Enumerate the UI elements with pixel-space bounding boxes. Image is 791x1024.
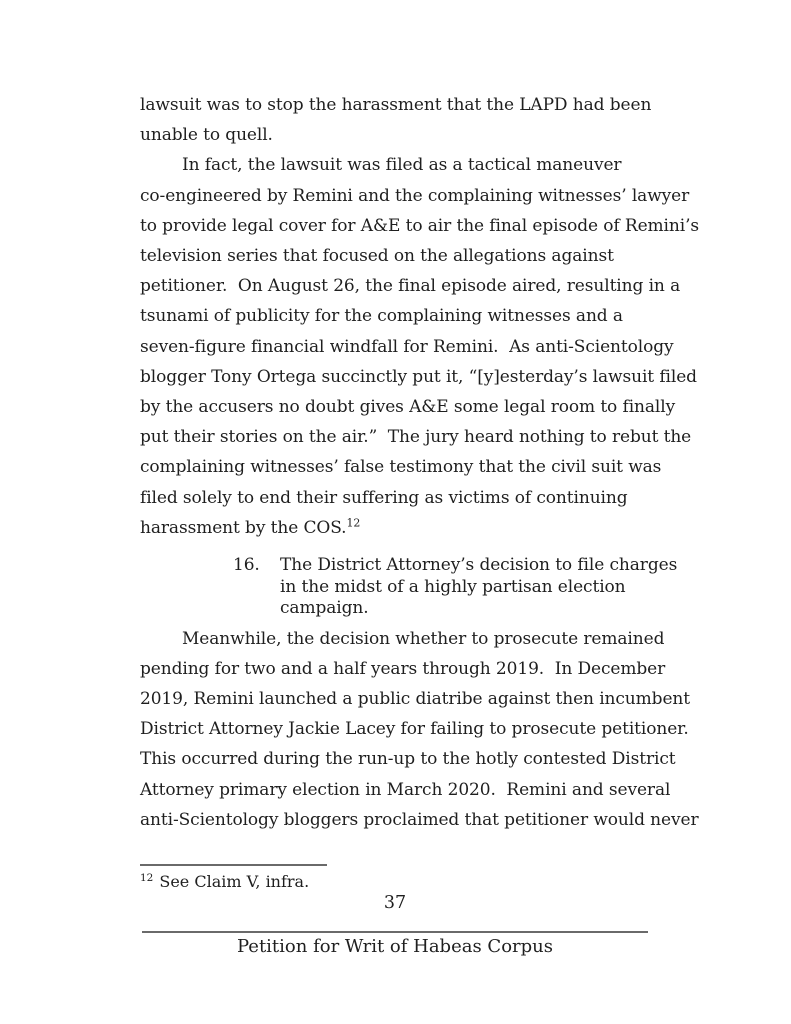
paragraph-prosecution-decision	[140, 624, 699, 835]
text-line: complaining witnesses’ false testimony that the civil suit was	[140, 457, 662, 478]
text-line: put their stories on the air.” The jury heard nothing to rebut the	[140, 427, 692, 448]
footer-separator-rule	[142, 931, 648, 933]
footnote-text	[140, 872, 650, 892]
footnote-block	[140, 864, 650, 892]
heading-text	[280, 555, 677, 620]
footnote-body: See Claim V, infra.	[159, 872, 310, 891]
body-text	[140, 90, 700, 835]
text-line: tsunami of publicity for the complaining witnesses and a	[140, 306, 623, 327]
text-line: anti-Scientology bloggers proclaimed that petitioner would never	[140, 809, 699, 830]
heading-line: campaign.	[280, 598, 369, 619]
paragraph-lawsuit-tactic	[140, 150, 700, 543]
text-line: This occurred during the run-up to the hotly contested District	[140, 749, 676, 770]
footnote-separator-rule	[140, 864, 327, 866]
paragraph-continuation	[140, 90, 670, 150]
text-segment: harassment by the COS.	[140, 517, 347, 538]
text-line: Attorney primary election in March 2020. Remini and several	[140, 779, 671, 800]
footnote-reference: 12	[346, 516, 361, 530]
heading-line: in the midst of a highly partisan election	[280, 576, 626, 597]
text-line: filed solely to end their suffering as victims of continuing	[140, 487, 628, 508]
text-line: 2019, Remini launched a public diatribe against then incumbent	[140, 688, 691, 709]
text-line: by the accusers no doubt gives A&E some legal room to finally	[140, 397, 676, 418]
text-line: District Attorney Jackie Lacey for failing to prosecute petitioner.	[140, 719, 689, 740]
text-line: lawsuit was to stop the harassment that the LAPD had been	[140, 95, 652, 115]
footer-title: Petition for Writ of Habeas Corpus	[236, 936, 553, 957]
text-line: television series that focused on the allegations against	[140, 246, 614, 267]
footnote-marker: 12	[140, 871, 154, 884]
text-line: seven-figure financial windfall for Remini. As anti-Scientology	[140, 336, 674, 357]
heading-number: 16.	[233, 555, 260, 576]
text-line: blogger Tony Ortega succinctly put it, “[y]esterday’s lawsuit filed	[140, 366, 697, 387]
text-line: petitioner. On August 26, the final episode aired, resulting in a	[140, 276, 681, 297]
text-line: to provide legal cover for A&E to air the final episode of Remini’s	[140, 215, 700, 236]
text-line-with-footnote	[140, 513, 670, 543]
text-line: Meanwhile, the decision whether to prosecute remained	[182, 628, 665, 649]
text-line: co-engineered by Remini and the complaining witnesses’ lawyer	[140, 185, 690, 206]
section-heading-16	[233, 555, 678, 620]
text-line: In fact, the lawsuit was filed as a tactical maneuver	[182, 155, 622, 176]
text-line: unable to quell.	[140, 125, 273, 146]
heading-line: The District Attorney’s decision to file charges	[280, 555, 678, 576]
text-line: pending for two and a half years through 2019. In December	[140, 658, 666, 679]
page-number: 37	[383, 893, 407, 913]
